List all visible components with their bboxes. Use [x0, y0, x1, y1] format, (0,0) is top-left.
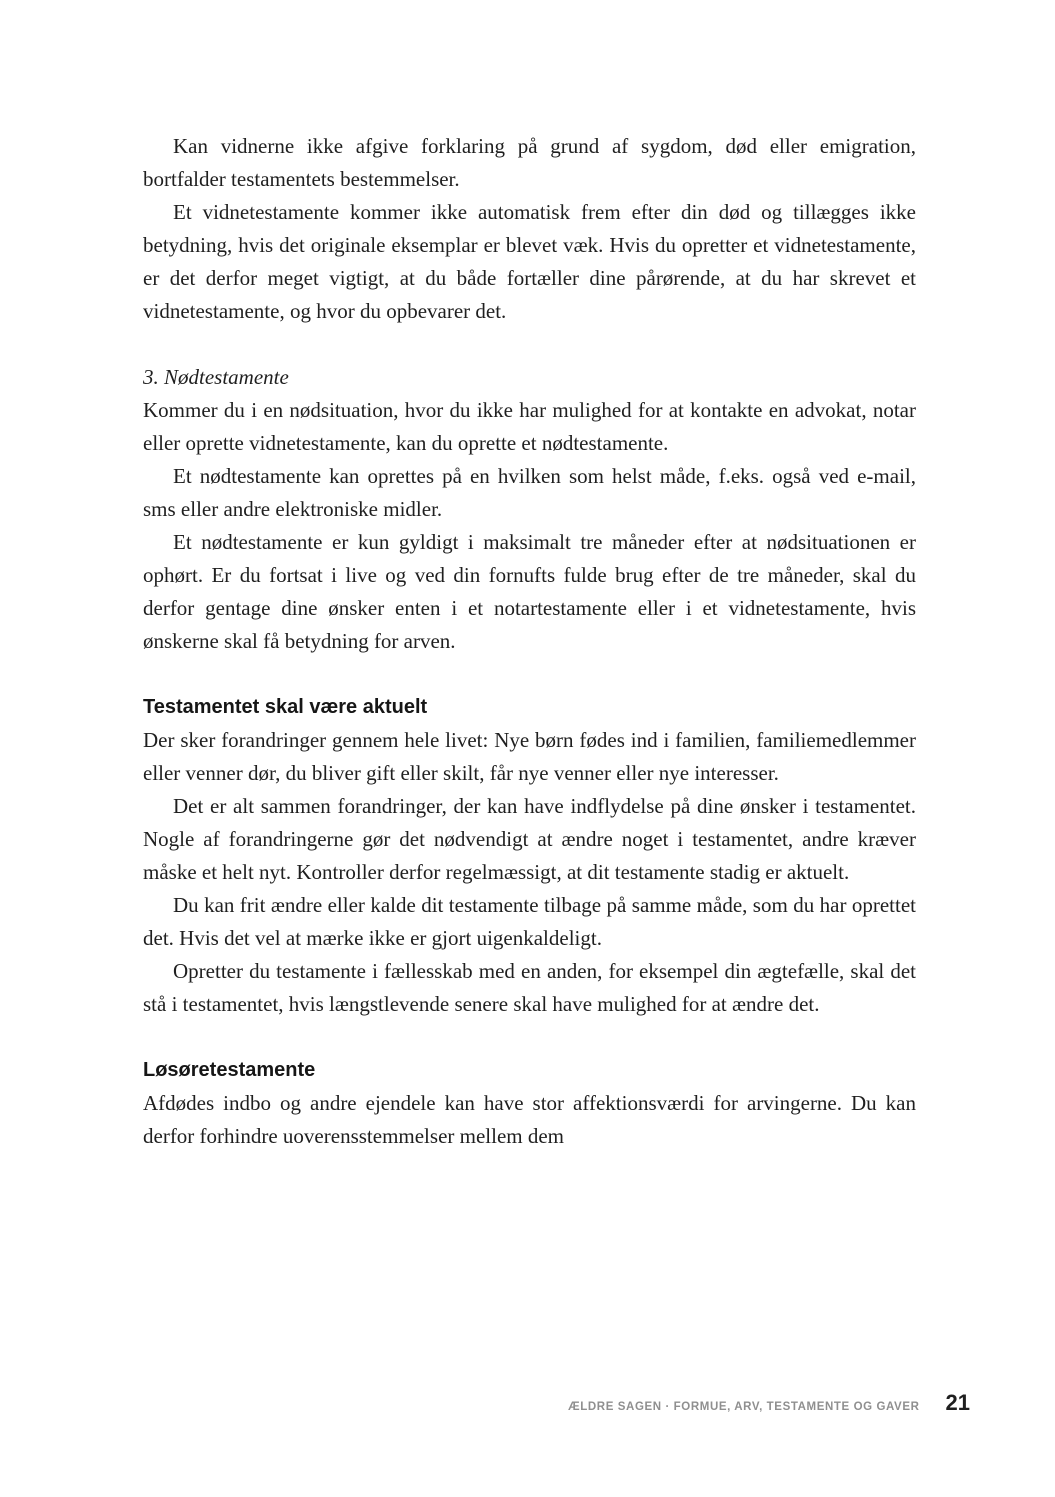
- body-paragraph: Et vidnetestamente kommer ikke automatisk frem efter din død og tillægges ikke betydning, hvis det originale eksemplar er blevet væk. Hvis du opretter et vidnetestamente, er det derfor meget vigtigt, at du både fortæller dine pårørende, at du har skrevet et vidnetestamente, og hvor du opbevarer det.: [143, 200, 916, 323]
- body-paragraph: Kommer du i en nødsituation, hvor du ikke har mulighed for at kontakte en advokat, notar eller oprette vidnetestamente, kan du oprette et nødtestamente.: [143, 398, 916, 455]
- body-paragraph: Et nødtestamente kan oprettes på en hvilken som helst måde, f.eks. også ved e-mail, sms eller andre elektroniske midler.: [143, 464, 916, 521]
- body-paragraph: Det er alt sammen forandringer, der kan have indflydelse på dine ønsker i testamentet. Nogle af forandringerne gør det nødvendigt at ændre noget i testamentet, andre kræver måske et helt nyt. Kontroller derfor regelmæssigt, at dit testamente stadig er aktuelt.: [143, 794, 916, 884]
- body-paragraph: Et nødtestamente er kun gyldigt i maksimalt tre måneder efter at nødsituationen er ophørt. Er du fortsat i live og ved din fornufts fulde brug efter de tre måneder, skal du derfor gentage dine ønsker enten i et notartestamente eller i et vidnetestamente, hvis ønskerne skal få betydning for arven.: [143, 530, 916, 653]
- footer-running-title: ÆLDRE SAGEN · FORMUE, ARV, TESTAMENTE OG GAVER: [568, 1401, 920, 1413]
- body-paragraph: Der sker forandringer gennem hele livet: Nye børn fødes ind i familien, familiemedlemmer eller venner dør, du bliver gift eller skilt, får nye venner eller nye interesser.: [143, 728, 916, 785]
- body-paragraph: Kan vidnerne ikke afgive forklaring på grund af sygdom, død eller emigration, bortfalder testamentets bestemmelser.: [143, 134, 916, 191]
- page-body: [143, 130, 916, 1153]
- body-paragraph: Opretter du testamente i fællesskab med en anden, for eksempel din ægtefælle, skal det stå i testamentet, hvis længstlevende senere skal have mulighed for at ændre det.: [143, 959, 916, 1016]
- page-footer: [568, 1390, 970, 1416]
- body-paragraph: Afdødes indbo og andre ejendele kan have stor affektionsværdi for arvingerne. Du kan derfor forhindre uoverensstemmelser mellem dem: [143, 1091, 916, 1148]
- section-heading-italic: 3. Nødtestamente: [143, 365, 289, 389]
- page-number: 21: [945, 1390, 970, 1415]
- section-heading: Testamentet skal være aktuelt: [143, 696, 428, 718]
- body-paragraph: Du kan frit ændre eller kalde dit testamente tilbage på samme måde, som du har oprettet det. Hvis det vel at mærke ikke er gjort uigenkaldeligt.: [143, 893, 916, 950]
- section-heading: Løsøretestamente: [143, 1059, 316, 1081]
